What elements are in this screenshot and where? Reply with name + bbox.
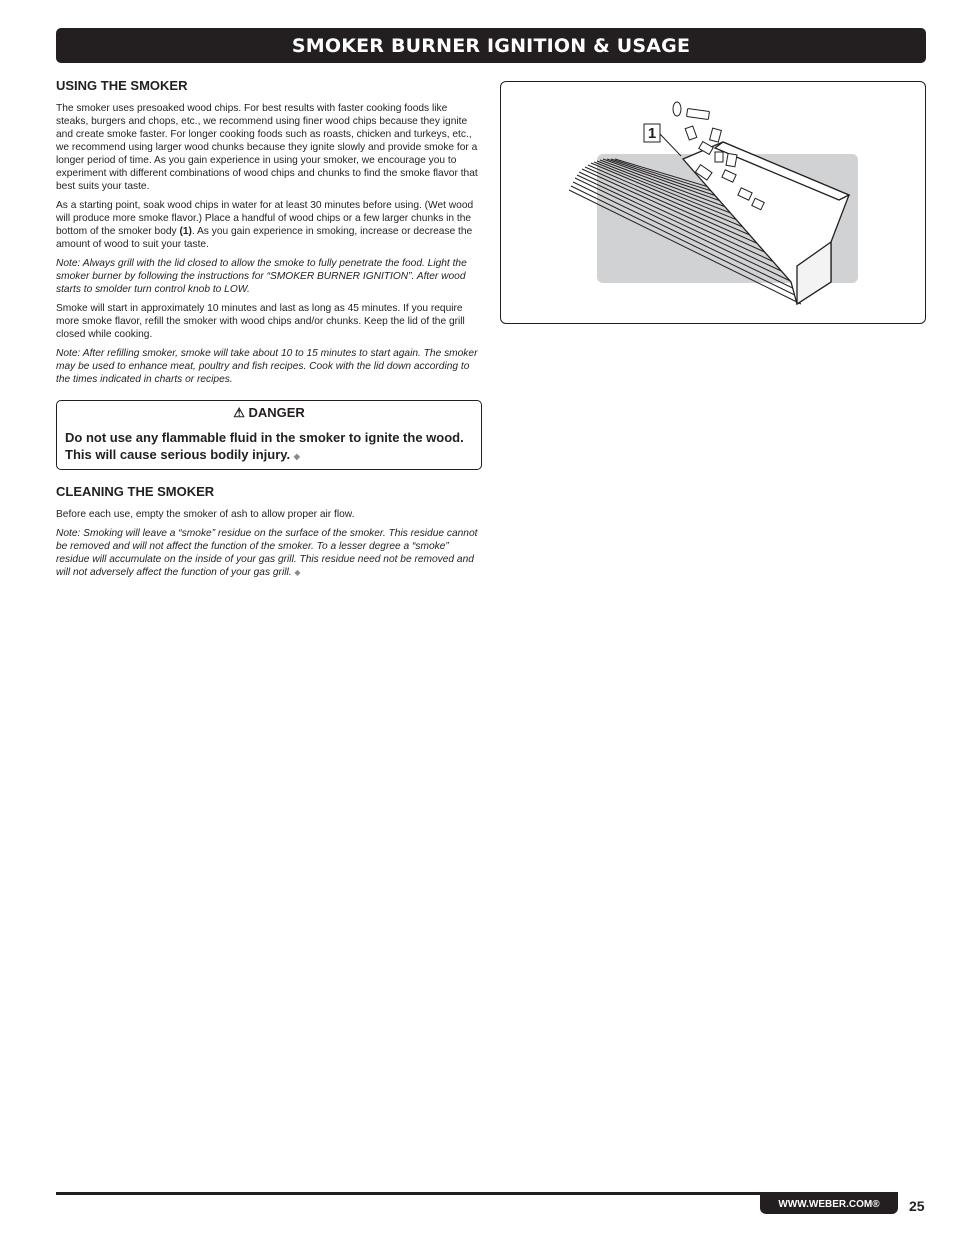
footer-url: WWW.WEBER.COM®: [760, 1194, 898, 1214]
left-column: [56, 78, 482, 585]
page-number: 25: [909, 1198, 925, 1214]
cleaning-smoker-heading: CLEANING THE SMOKER: [56, 484, 215, 499]
using-paragraph-3: Smoke will start in approximately 10 minutes and last as long as 45 minutes. If you require more smoke flavor, refill the smoker with wood chips and/or chunks. Keep the lid of the grill closed while cooking.: [56, 303, 465, 340]
using-paragraph-2: [56, 199, 482, 251]
using-paragraph-2-start: As a starting point, soak wood chips in water for at least 30 minutes before using. (Wet wood will produce more smoke flavor.) Place a handful of wood chips or a few larger chunks in the bottom of the smoker body: [56, 200, 474, 237]
header-bar: [56, 28, 926, 63]
end-diamond-icon: ◆: [294, 568, 301, 577]
smoker-figure: [500, 81, 926, 324]
using-paragraph-1: The smoker uses presoaked wood chips. For best results with faster cooking foods like steaks, burgers and chops, etc., we recommend using finer wood chips because they ignite and create smoke faster. For longer cooking foods such as roasts, chicken and turkeys, etc., we recommend using larger wood chunks because they ignite slowly and provide smoke for a longer period of time. As you gain experience in using your smoker, we encourage you to experiment with different combinations of wood chips and chunks to find the smoke flavor that best suits your taste.: [56, 103, 478, 192]
warning-triangle-icon: ⚠: [233, 405, 245, 420]
smoker-illustration: [501, 82, 924, 322]
danger-message: Do not use any flammable fluid in the smoker to ignite the wood. This will cause serious bodily injury.: [65, 430, 464, 462]
callout-1-leader: [660, 134, 681, 156]
cleaning-note-text: Note: Smoking will leave a “smoke” residue on the surface of the smoker. This residue cannot be removed and will not affect the function of the smoker. To a lesser degree a “smoke” residue will accumulate on the inside of your gas grill. This residue need not be removed and will not adversely affect the function of your gas grill.: [56, 528, 478, 578]
cleaning-paragraph: Before each use, empty the smoker of ash to allow proper air flow.: [56, 509, 355, 520]
callout-1-label: 1: [647, 125, 657, 142]
page-title: SMOKER BURNER IGNITION & USAGE: [291, 34, 691, 57]
danger-text: [65, 429, 473, 465]
callout-reference: (1): [179, 226, 192, 237]
danger-box: [56, 400, 482, 470]
using-smoker-heading: USING THE SMOKER: [56, 78, 188, 93]
using-paragraph-2-end: . As you gain experience in smoking, increase or decrease the amount of wood to suit your taste.: [56, 226, 473, 250]
using-note-1: Note: Always grill with the lid closed to allow the smoke to fully penetrate the food. Light the smoker burner by following the instructions for “SMOKER BURNER IGNITION”. After wood starts to smolder turn control knob to LOW.: [56, 258, 467, 295]
cleaning-note: [56, 527, 482, 579]
end-diamond-icon: ◆: [293, 452, 300, 461]
danger-title: [65, 405, 473, 421]
using-note-2: Note: After refilling smoker, smoke will take about 10 to 15 minutes to start again. The smoker may be used to enhance meat, poultry and fish recipes. Cook with the lid down according to the times indicated in charts or recipes.: [56, 348, 478, 385]
danger-label: DANGER: [248, 405, 305, 420]
